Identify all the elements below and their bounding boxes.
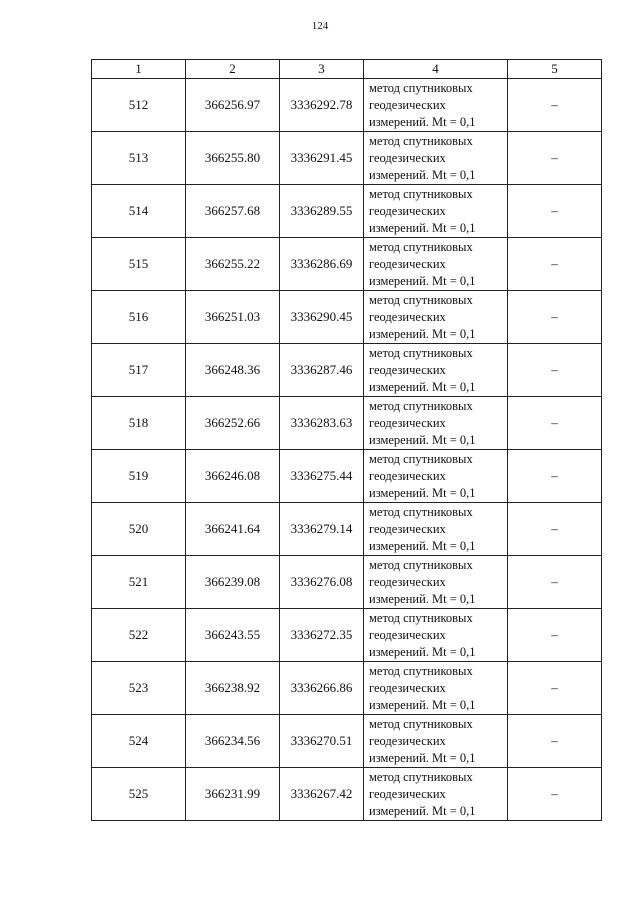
note-cell: – (508, 715, 602, 768)
column-header: 2 (186, 60, 280, 79)
table-row (92, 715, 602, 768)
method-text-line: измерений. Mt = 0,1 (369, 485, 476, 500)
method-text-line: геодезических (369, 786, 446, 801)
point-number-cell: 522 (92, 609, 186, 662)
table-body (92, 79, 602, 821)
method-text-line: геодезических (369, 468, 446, 483)
method-text-line: метод спутниковых (369, 504, 473, 519)
note-cell: – (508, 132, 602, 185)
method-text-line: геодезических (369, 680, 446, 695)
method-cell (364, 344, 508, 397)
note-cell: – (508, 79, 602, 132)
point-number-cell: 520 (92, 503, 186, 556)
table-row (92, 185, 602, 238)
table-row (92, 397, 602, 450)
point-number-cell: 517 (92, 344, 186, 397)
point-number-cell: 516 (92, 291, 186, 344)
page-number: 124 (311, 20, 329, 32)
y-coordinate-cell: 3336270.51 (280, 715, 364, 768)
method-text-line: метод спутниковых (369, 557, 473, 572)
x-coordinate-cell: 366255.80 (186, 132, 280, 185)
y-coordinate-cell: 3336267.42 (280, 768, 364, 821)
coordinates-table (91, 59, 602, 821)
note-cell: – (508, 397, 602, 450)
y-coordinate-cell: 3336286.69 (280, 238, 364, 291)
note-cell: – (508, 662, 602, 715)
method-text-line: геодезических (369, 733, 446, 748)
table-row (92, 450, 602, 503)
method-text-line: геодезических (369, 150, 446, 165)
method-text-line: метод спутниковых (369, 398, 473, 413)
method-cell (364, 185, 508, 238)
y-coordinate-cell: 3336292.78 (280, 79, 364, 132)
x-coordinate-cell: 366255.22 (186, 238, 280, 291)
x-coordinate-cell: 366246.08 (186, 450, 280, 503)
y-coordinate-cell: 3336287.46 (280, 344, 364, 397)
table-row (92, 79, 602, 132)
method-cell (364, 503, 508, 556)
method-text-line: геодезических (369, 521, 446, 536)
method-text-line: метод спутниковых (369, 716, 473, 731)
note-cell: – (508, 450, 602, 503)
method-text-line: измерений. Mt = 0,1 (369, 114, 476, 129)
table-row (92, 238, 602, 291)
method-text-line: измерений. Mt = 0,1 (369, 591, 476, 606)
table-row (92, 662, 602, 715)
y-coordinate-cell: 3336289.55 (280, 185, 364, 238)
method-cell (364, 450, 508, 503)
y-coordinate-cell: 3336275.44 (280, 450, 364, 503)
column-header: 5 (508, 60, 602, 79)
point-number-cell: 514 (92, 185, 186, 238)
y-coordinate-cell: 3336283.63 (280, 397, 364, 450)
method-text-line: метод спутниковых (369, 451, 473, 466)
method-text-line: метод спутниковых (369, 133, 473, 148)
method-text-line: геодезических (369, 97, 446, 112)
method-text-line: геодезических (369, 574, 446, 589)
table-row (92, 132, 602, 185)
note-cell: – (508, 609, 602, 662)
y-coordinate-cell: 3336272.35 (280, 609, 364, 662)
x-coordinate-cell: 366251.03 (186, 291, 280, 344)
x-coordinate-cell: 366231.99 (186, 768, 280, 821)
method-text-line: измерений. Mt = 0,1 (369, 379, 476, 394)
point-number-cell: 512 (92, 79, 186, 132)
x-coordinate-cell: 366234.56 (186, 715, 280, 768)
table-row (92, 609, 602, 662)
point-number-cell: 513 (92, 132, 186, 185)
method-text-line: измерений. Mt = 0,1 (369, 803, 476, 818)
method-text-line: геодезических (369, 415, 446, 430)
method-text-line: геодезических (369, 309, 446, 324)
point-number-cell: 519 (92, 450, 186, 503)
x-coordinate-cell: 366239.08 (186, 556, 280, 609)
note-cell: – (508, 291, 602, 344)
note-cell: – (508, 503, 602, 556)
method-text-line: метод спутниковых (369, 610, 473, 625)
x-coordinate-cell: 366248.36 (186, 344, 280, 397)
table-row (92, 291, 602, 344)
y-coordinate-cell: 3336279.14 (280, 503, 364, 556)
table-row (92, 503, 602, 556)
x-coordinate-cell: 366241.64 (186, 503, 280, 556)
method-text-line: измерений. Mt = 0,1 (369, 326, 476, 341)
method-text-line: метод спутниковых (369, 769, 473, 784)
method-text-line: метод спутниковых (369, 80, 473, 95)
method-text-line: геодезических (369, 203, 446, 218)
method-text-line: метод спутниковых (369, 663, 473, 678)
method-cell (364, 291, 508, 344)
method-text-line: измерений. Mt = 0,1 (369, 220, 476, 235)
method-text-line: метод спутниковых (369, 239, 473, 254)
method-text-line: геодезических (369, 256, 446, 271)
method-text-line: измерений. Mt = 0,1 (369, 750, 476, 765)
table-row (92, 556, 602, 609)
point-number-cell: 523 (92, 662, 186, 715)
method-text-line: геодезических (369, 627, 446, 642)
point-number-cell: 518 (92, 397, 186, 450)
method-cell (364, 768, 508, 821)
method-cell (364, 238, 508, 291)
x-coordinate-cell: 366257.68 (186, 185, 280, 238)
note-cell: – (508, 768, 602, 821)
point-number-cell: 515 (92, 238, 186, 291)
column-header: 3 (280, 60, 364, 79)
y-coordinate-cell: 3336290.45 (280, 291, 364, 344)
method-cell (364, 397, 508, 450)
x-coordinate-cell: 366252.66 (186, 397, 280, 450)
table-row (92, 768, 602, 821)
table-row (92, 344, 602, 397)
method-text-line: измерений. Mt = 0,1 (369, 538, 476, 553)
point-number-cell: 524 (92, 715, 186, 768)
method-text-line: метод спутниковых (369, 345, 473, 360)
note-cell: – (508, 556, 602, 609)
column-header: 1 (92, 60, 186, 79)
point-number-cell: 525 (92, 768, 186, 821)
note-cell: – (508, 344, 602, 397)
y-coordinate-cell: 3336266.86 (280, 662, 364, 715)
method-cell (364, 609, 508, 662)
table-header-row (92, 60, 602, 79)
method-text-line: измерений. Mt = 0,1 (369, 697, 476, 712)
method-cell (364, 79, 508, 132)
method-text-line: измерений. Mt = 0,1 (369, 432, 476, 447)
method-text-line: измерений. Mt = 0,1 (369, 167, 476, 182)
method-cell (364, 132, 508, 185)
method-text-line: измерений. Mt = 0,1 (369, 644, 476, 659)
method-cell (364, 556, 508, 609)
method-text-line: геодезических (369, 362, 446, 377)
method-cell (364, 715, 508, 768)
point-number-cell: 521 (92, 556, 186, 609)
x-coordinate-cell: 366238.92 (186, 662, 280, 715)
y-coordinate-cell: 3336291.45 (280, 132, 364, 185)
method-cell (364, 662, 508, 715)
method-text-line: метод спутниковых (369, 292, 473, 307)
x-coordinate-cell: 366243.55 (186, 609, 280, 662)
y-coordinate-cell: 3336276.08 (280, 556, 364, 609)
method-text-line: метод спутниковых (369, 186, 473, 201)
column-header: 4 (364, 60, 508, 79)
note-cell: – (508, 185, 602, 238)
note-cell: – (508, 238, 602, 291)
method-text-line: измерений. Mt = 0,1 (369, 273, 476, 288)
x-coordinate-cell: 366256.97 (186, 79, 280, 132)
